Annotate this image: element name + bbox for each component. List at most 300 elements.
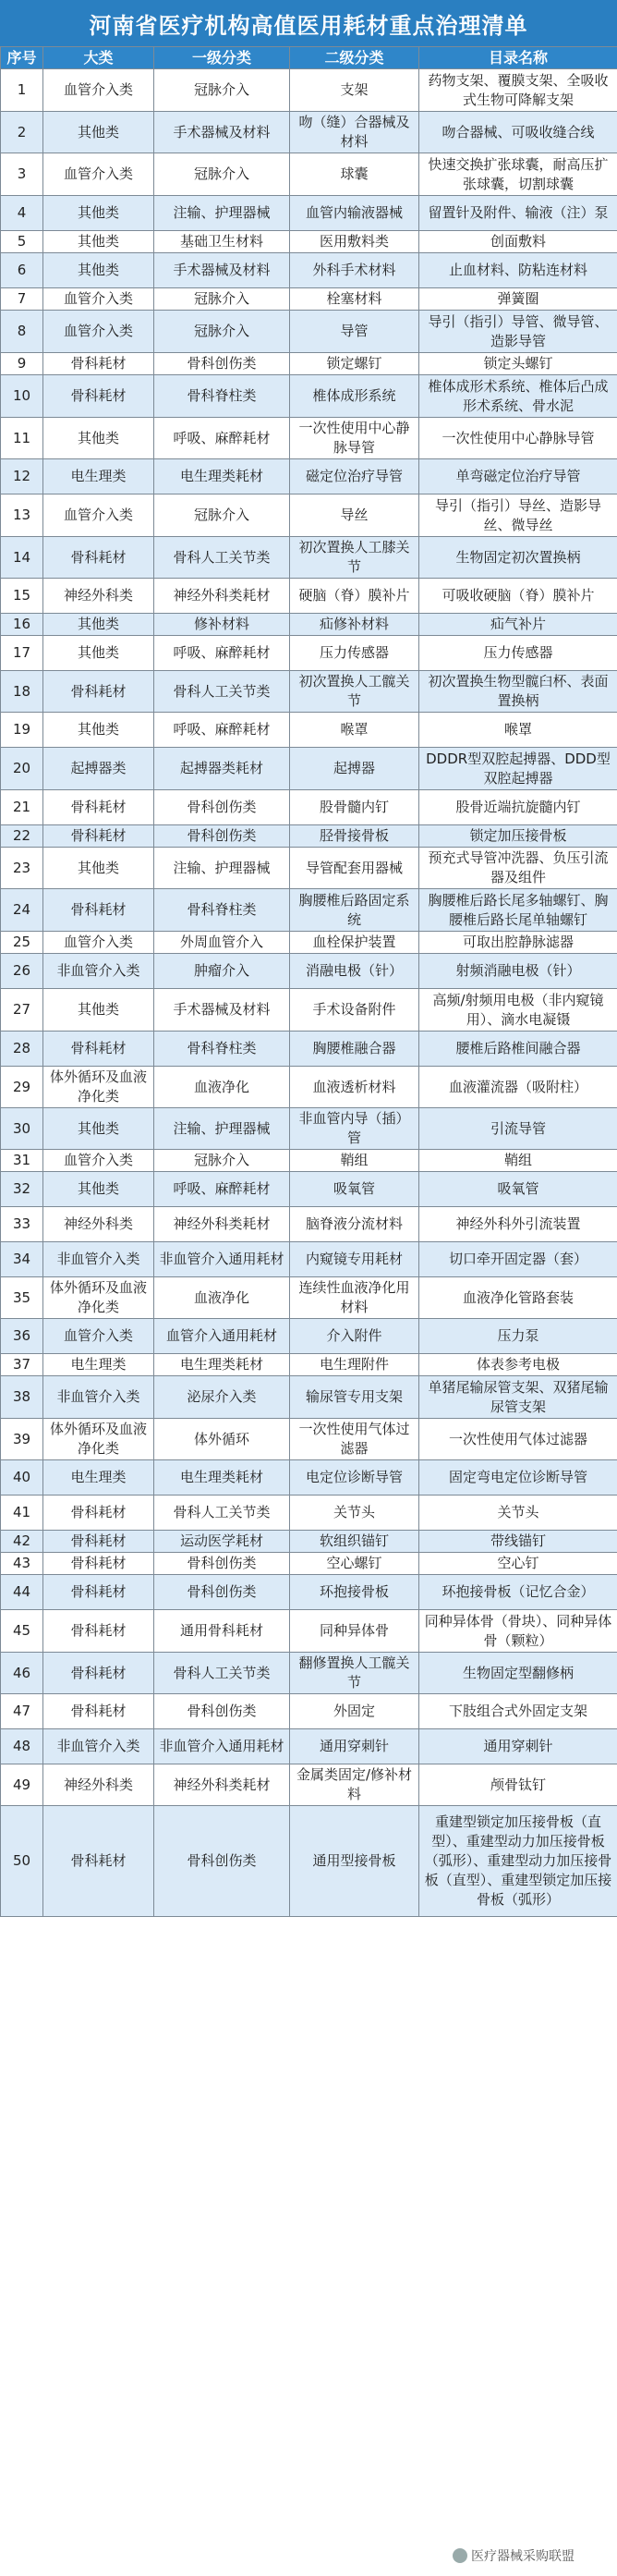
cell-catalog-name: 空心钉 xyxy=(419,1553,617,1575)
cell-level1: 非血管介入通用耗材 xyxy=(154,1729,290,1764)
cell-index: 41 xyxy=(1,1496,43,1531)
cell-category: 电生理类 xyxy=(43,1354,154,1376)
cell-index: 34 xyxy=(1,1242,43,1277)
table-row xyxy=(1,1108,617,1150)
cell-catalog-name: 一次性使用气体过滤器 xyxy=(419,1419,617,1460)
cell-level1: 手术器械及材料 xyxy=(154,112,290,153)
cell-level2: 压力传感器 xyxy=(290,636,419,671)
cell-catalog-name: 导引（指引）导管、微导管、造影导管 xyxy=(419,311,617,353)
cell-level2: 一次性使用中心静脉导管 xyxy=(290,418,419,459)
cell-category: 血管介入类 xyxy=(43,932,154,954)
cell-level1: 冠脉介入 xyxy=(154,69,290,112)
cell-index: 38 xyxy=(1,1376,43,1419)
cell-level1: 通用骨科耗材 xyxy=(154,1610,290,1653)
table-row xyxy=(1,1496,617,1531)
cell-category: 骨科耗材 xyxy=(43,375,154,418)
table-row xyxy=(1,69,617,112)
cell-level2: 金属类固定/修补材料 xyxy=(290,1764,419,1806)
cell-level2: 胸腰椎后路固定系统 xyxy=(290,889,419,932)
cell-level1: 神经外科类耗材 xyxy=(154,1764,290,1806)
header-catalog-name: 目录名称 xyxy=(419,47,617,69)
consumables-table xyxy=(0,46,617,1917)
cell-catalog-name: 生物固定型翻修柄 xyxy=(419,1653,617,1694)
cell-index: 5 xyxy=(1,231,43,253)
cell-level1: 冠脉介入 xyxy=(154,311,290,353)
cell-category: 神经外科类 xyxy=(43,1764,154,1806)
cell-index: 1 xyxy=(1,69,43,112)
table-row xyxy=(1,889,617,932)
cell-category: 骨科耗材 xyxy=(43,1575,154,1610)
cell-index: 29 xyxy=(1,1067,43,1108)
cell-category: 其他类 xyxy=(43,253,154,288)
table-header-row xyxy=(1,47,617,69)
cell-level1: 呼吸、麻醉耗材 xyxy=(154,636,290,671)
cell-catalog-name: 腰椎后路椎间融合器 xyxy=(419,1032,617,1067)
cell-level2: 环抱接骨板 xyxy=(290,1575,419,1610)
table-row xyxy=(1,579,617,614)
cell-category: 其他类 xyxy=(43,196,154,231)
watermark-text: 医疗器械采购联盟 xyxy=(471,2549,575,2564)
cell-catalog-name: 椎体成形术系统、椎体后凸成形术系统、骨水泥 xyxy=(419,375,617,418)
cell-catalog-name: 环抱接骨板（记忆合金） xyxy=(419,1575,617,1610)
cell-level2: 导管 xyxy=(290,311,419,353)
cell-category: 骨科耗材 xyxy=(43,1496,154,1531)
table-row xyxy=(1,311,617,353)
cell-level2: 鞘组 xyxy=(290,1150,419,1172)
cell-index: 17 xyxy=(1,636,43,671)
cell-catalog-name: 止血材料、防粘连材料 xyxy=(419,253,617,288)
cell-catalog-name: 压力传感器 xyxy=(419,636,617,671)
cell-level1: 骨科人工关节类 xyxy=(154,1496,290,1531)
cell-level2: 介入附件 xyxy=(290,1319,419,1354)
cell-index: 21 xyxy=(1,790,43,825)
cell-index: 45 xyxy=(1,1610,43,1653)
table-row xyxy=(1,459,617,494)
cell-index: 26 xyxy=(1,954,43,989)
cell-level2: 股骨髓内钉 xyxy=(290,790,419,825)
cell-category: 骨科耗材 xyxy=(43,1610,154,1653)
cell-level2: 医用敷料类 xyxy=(290,231,419,253)
wechat-icon xyxy=(453,2548,467,2563)
cell-category: 血管介入类 xyxy=(43,288,154,311)
cell-level2: 支架 xyxy=(290,69,419,112)
table-row xyxy=(1,231,617,253)
cell-index: 42 xyxy=(1,1531,43,1553)
cell-category: 骨科耗材 xyxy=(43,353,154,375)
cell-level2: 翻修置换人工髋关节 xyxy=(290,1653,419,1694)
cell-category: 骨科耗材 xyxy=(43,537,154,579)
cell-index: 3 xyxy=(1,153,43,196)
cell-level1: 手术器械及材料 xyxy=(154,989,290,1032)
table-row xyxy=(1,932,617,954)
cell-category: 血管介入类 xyxy=(43,69,154,112)
cell-catalog-name: 射频消融电极（针） xyxy=(419,954,617,989)
cell-level2: 手术设备附件 xyxy=(290,989,419,1032)
cell-index: 8 xyxy=(1,311,43,353)
cell-level1: 电生理类耗材 xyxy=(154,1354,290,1376)
cell-category: 骨科耗材 xyxy=(43,889,154,932)
table-row xyxy=(1,1376,617,1419)
cell-level2: 血管内输液器械 xyxy=(290,196,419,231)
cell-catalog-name: 胸腰椎后路长尾多轴螺钉、胸腰椎后路长尾单轴螺钉 xyxy=(419,889,617,932)
cell-index: 16 xyxy=(1,614,43,636)
cell-level1: 骨科人工关节类 xyxy=(154,1653,290,1694)
cell-level1: 冠脉介入 xyxy=(154,153,290,196)
cell-index: 23 xyxy=(1,848,43,889)
cell-category: 其他类 xyxy=(43,713,154,748)
cell-catalog-name: DDDR型双腔起搏器、DDD型双腔起搏器 xyxy=(419,748,617,790)
cell-category: 骨科耗材 xyxy=(43,790,154,825)
cell-index: 31 xyxy=(1,1150,43,1172)
table-row xyxy=(1,989,617,1032)
cell-index: 50 xyxy=(1,1806,43,1917)
table-row xyxy=(1,288,617,311)
cell-catalog-name: 神经外科外引流装置 xyxy=(419,1207,617,1242)
cell-catalog-name: 吸氧管 xyxy=(419,1172,617,1207)
table-row xyxy=(1,1575,617,1610)
table-row xyxy=(1,418,617,459)
table-row xyxy=(1,353,617,375)
cell-level1: 骨科创伤类 xyxy=(154,353,290,375)
cell-level2: 电定位诊断导管 xyxy=(290,1460,419,1496)
cell-catalog-name: 疝气补片 xyxy=(419,614,617,636)
cell-catalog-name: 血液灌流器（吸附柱） xyxy=(419,1067,617,1108)
cell-catalog-name: 鞘组 xyxy=(419,1150,617,1172)
cell-level1: 骨科人工关节类 xyxy=(154,537,290,579)
cell-catalog-name: 带线锚钉 xyxy=(419,1531,617,1553)
cell-index: 4 xyxy=(1,196,43,231)
cell-category: 其他类 xyxy=(43,112,154,153)
cell-category: 神经外科类 xyxy=(43,1207,154,1242)
cell-level1: 呼吸、麻醉耗材 xyxy=(154,713,290,748)
cell-index: 48 xyxy=(1,1729,43,1764)
table-row xyxy=(1,748,617,790)
cell-index: 22 xyxy=(1,825,43,848)
cell-level2: 软组织锚钉 xyxy=(290,1531,419,1553)
page-title: 河南省医疗机构高值医用耗材重点治理清单 xyxy=(0,0,617,47)
cell-level2: 导管配套用器械 xyxy=(290,848,419,889)
cell-catalog-name: 同种异体骨（骨块）、同种异体骨（颗粒） xyxy=(419,1610,617,1653)
cell-level1: 呼吸、麻醉耗材 xyxy=(154,418,290,459)
table-row xyxy=(1,1729,617,1764)
cell-category: 体外循环及血液净化类 xyxy=(43,1277,154,1319)
cell-level2: 胫骨接骨板 xyxy=(290,825,419,848)
cell-level1: 注输、护理器械 xyxy=(154,196,290,231)
cell-level1: 骨科脊柱类 xyxy=(154,1032,290,1067)
cell-level1: 骨科创伤类 xyxy=(154,1553,290,1575)
cell-level1: 冠脉介入 xyxy=(154,1150,290,1172)
cell-level1: 骨科创伤类 xyxy=(154,825,290,848)
cell-category: 其他类 xyxy=(43,231,154,253)
table-row xyxy=(1,614,617,636)
cell-catalog-name: 体表参考电极 xyxy=(419,1354,617,1376)
cell-index: 2 xyxy=(1,112,43,153)
cell-catalog-name: 初次置换生物型髋臼杯、表面置换柄 xyxy=(419,671,617,713)
table-row xyxy=(1,1419,617,1460)
cell-level1: 骨科创伤类 xyxy=(154,1575,290,1610)
cell-category: 电生理类 xyxy=(43,459,154,494)
cell-level1: 神经外科类耗材 xyxy=(154,579,290,614)
table-row xyxy=(1,1150,617,1172)
cell-catalog-name: 弹簧圈 xyxy=(419,288,617,311)
cell-index: 7 xyxy=(1,288,43,311)
cell-level2: 磁定位治疗导管 xyxy=(290,459,419,494)
cell-index: 27 xyxy=(1,989,43,1032)
cell-level1: 起搏器类耗材 xyxy=(154,748,290,790)
cell-category: 非血管介入类 xyxy=(43,1376,154,1419)
cell-level1: 基础卫生材料 xyxy=(154,231,290,253)
cell-category: 骨科耗材 xyxy=(43,1806,154,1917)
cell-index: 32 xyxy=(1,1172,43,1207)
table-row xyxy=(1,1553,617,1575)
cell-catalog-name: 引流导管 xyxy=(419,1108,617,1150)
cell-catalog-name: 导引（指引）导丝、造影导丝、微导丝 xyxy=(419,494,617,537)
cell-level1: 呼吸、麻醉耗材 xyxy=(154,1172,290,1207)
cell-level2: 外固定 xyxy=(290,1694,419,1729)
table-row xyxy=(1,1610,617,1653)
cell-catalog-name: 压力泵 xyxy=(419,1319,617,1354)
cell-level2: 吸氧管 xyxy=(290,1172,419,1207)
cell-catalog-name: 生物固定初次置换柄 xyxy=(419,537,617,579)
cell-index: 9 xyxy=(1,353,43,375)
cell-level1: 骨科人工关节类 xyxy=(154,671,290,713)
cell-index: 44 xyxy=(1,1575,43,1610)
cell-category: 体外循环及血液净化类 xyxy=(43,1067,154,1108)
cell-index: 37 xyxy=(1,1354,43,1376)
cell-index: 49 xyxy=(1,1764,43,1806)
table-row xyxy=(1,196,617,231)
cell-catalog-name: 喉罩 xyxy=(419,713,617,748)
cell-index: 43 xyxy=(1,1553,43,1575)
table-row xyxy=(1,253,617,288)
cell-level2: 同种异体骨 xyxy=(290,1610,419,1653)
cell-catalog-name: 下肢组合式外固定支架 xyxy=(419,1694,617,1729)
cell-level2: 血液透析材料 xyxy=(290,1067,419,1108)
cell-level1: 骨科脊柱类 xyxy=(154,889,290,932)
cell-index: 14 xyxy=(1,537,43,579)
cell-index: 13 xyxy=(1,494,43,537)
table-row xyxy=(1,1319,617,1354)
cell-level1: 肿瘤介入 xyxy=(154,954,290,989)
cell-index: 18 xyxy=(1,671,43,713)
table-row xyxy=(1,1354,617,1376)
cell-category: 骨科耗材 xyxy=(43,1653,154,1694)
table-row xyxy=(1,1032,617,1067)
cell-category: 其他类 xyxy=(43,418,154,459)
cell-category: 其他类 xyxy=(43,1108,154,1150)
table-row xyxy=(1,825,617,848)
cell-level2: 血栓保护装置 xyxy=(290,932,419,954)
cell-level1: 冠脉介入 xyxy=(154,494,290,537)
cell-index: 24 xyxy=(1,889,43,932)
cell-level1: 骨科脊柱类 xyxy=(154,375,290,418)
cell-level2: 输尿管专用支架 xyxy=(290,1376,419,1419)
cell-index: 35 xyxy=(1,1277,43,1319)
cell-category: 骨科耗材 xyxy=(43,825,154,848)
cell-catalog-name: 重建型锁定加压接骨板（直型）、重建型动力加压接骨板（弧形）、重建型动力加压接骨板（直型）、重建型锁定加压接骨板（弧形） xyxy=(419,1806,617,1917)
cell-level2: 吻（缝）合器械及材料 xyxy=(290,112,419,153)
header-level2: 二级分类 xyxy=(290,47,419,69)
cell-category: 起搏器类 xyxy=(43,748,154,790)
cell-level1: 骨科创伤类 xyxy=(154,1806,290,1917)
cell-category: 骨科耗材 xyxy=(43,1032,154,1067)
table-row xyxy=(1,1277,617,1319)
cell-category: 骨科耗材 xyxy=(43,671,154,713)
cell-catalog-name: 单弯磁定位治疗导管 xyxy=(419,459,617,494)
cell-catalog-name: 留置针及附件、输液（注）泵 xyxy=(419,196,617,231)
cell-category: 神经外科类 xyxy=(43,579,154,614)
table-row xyxy=(1,636,617,671)
cell-category: 其他类 xyxy=(43,1172,154,1207)
table-row xyxy=(1,1207,617,1242)
cell-level2: 内窥镜专用耗材 xyxy=(290,1242,419,1277)
table-row xyxy=(1,375,617,418)
cell-level2: 硬脑（脊）膜补片 xyxy=(290,579,419,614)
cell-level1: 神经外科类耗材 xyxy=(154,1207,290,1242)
cell-category: 其他类 xyxy=(43,636,154,671)
cell-level2: 疝修补材料 xyxy=(290,614,419,636)
cell-level1: 电生理类耗材 xyxy=(154,459,290,494)
cell-level1: 注输、护理器械 xyxy=(154,848,290,889)
table-row xyxy=(1,1653,617,1694)
cell-level2: 消融电极（针） xyxy=(290,954,419,989)
cell-category: 骨科耗材 xyxy=(43,1531,154,1553)
cell-catalog-name: 股骨近端抗旋髓内钉 xyxy=(419,790,617,825)
cell-index: 25 xyxy=(1,932,43,954)
table-row xyxy=(1,1694,617,1729)
cell-catalog-name: 预充式导管冲洗器、负压引流器及组件 xyxy=(419,848,617,889)
cell-level2: 初次置换人工膝关节 xyxy=(290,537,419,579)
cell-catalog-name: 高频/射频用电极（非内窥镜用）、滴水电凝镊 xyxy=(419,989,617,1032)
cell-level1: 运动医学耗材 xyxy=(154,1531,290,1553)
cell-level1: 血管介入通用耗材 xyxy=(154,1319,290,1354)
cell-level1: 注输、护理器械 xyxy=(154,1108,290,1150)
cell-level2: 通用穿刺针 xyxy=(290,1729,419,1764)
cell-catalog-name: 固定弯电定位诊断导管 xyxy=(419,1460,617,1496)
cell-level2: 椎体成形系统 xyxy=(290,375,419,418)
cell-level1: 电生理类耗材 xyxy=(154,1460,290,1496)
cell-category: 其他类 xyxy=(43,848,154,889)
cell-index: 33 xyxy=(1,1207,43,1242)
cell-level2: 连续性血液净化用材料 xyxy=(290,1277,419,1319)
cell-catalog-name: 可取出腔静脉滤器 xyxy=(419,932,617,954)
cell-index: 6 xyxy=(1,253,43,288)
cell-level2: 球囊 xyxy=(290,153,419,196)
cell-level1: 体外循环 xyxy=(154,1419,290,1460)
cell-category: 血管介入类 xyxy=(43,1319,154,1354)
table-row xyxy=(1,1531,617,1553)
cell-category: 骨科耗材 xyxy=(43,1553,154,1575)
table-row xyxy=(1,1067,617,1108)
cell-index: 12 xyxy=(1,459,43,494)
table-row xyxy=(1,537,617,579)
cell-level2: 外科手术材料 xyxy=(290,253,419,288)
cell-level2: 初次置换人工髋关节 xyxy=(290,671,419,713)
cell-level2: 通用型接骨板 xyxy=(290,1806,419,1917)
table-row xyxy=(1,713,617,748)
cell-level1: 骨科创伤类 xyxy=(154,790,290,825)
cell-level2: 一次性使用气体过滤器 xyxy=(290,1419,419,1460)
cell-level2: 锁定螺钉 xyxy=(290,353,419,375)
table-row xyxy=(1,1460,617,1496)
cell-index: 19 xyxy=(1,713,43,748)
cell-level2: 栓塞材料 xyxy=(290,288,419,311)
table-row xyxy=(1,848,617,889)
cell-category: 体外循环及血液净化类 xyxy=(43,1419,154,1460)
cell-catalog-name: 关节头 xyxy=(419,1496,617,1531)
cell-index: 15 xyxy=(1,579,43,614)
cell-catalog-name: 单猪尾输尿管支架、双猪尾输尿管支架 xyxy=(419,1376,617,1419)
cell-level2: 喉罩 xyxy=(290,713,419,748)
cell-catalog-name: 颅骨钛钉 xyxy=(419,1764,617,1806)
cell-level2: 非血管内导（插）管 xyxy=(290,1108,419,1150)
cell-level1: 非血管介入通用耗材 xyxy=(154,1242,290,1277)
cell-level2: 关节头 xyxy=(290,1496,419,1531)
cell-catalog-name: 可吸收硬脑（脊）膜补片 xyxy=(419,579,617,614)
cell-category: 血管介入类 xyxy=(43,494,154,537)
cell-catalog-name: 切口牵开固定器（套） xyxy=(419,1242,617,1277)
cell-category: 非血管介入类 xyxy=(43,1242,154,1277)
header-category: 大类 xyxy=(43,47,154,69)
cell-category: 血管介入类 xyxy=(43,1150,154,1172)
cell-level2: 电生理附件 xyxy=(290,1354,419,1376)
cell-category: 电生理类 xyxy=(43,1460,154,1496)
table-row xyxy=(1,153,617,196)
cell-index: 46 xyxy=(1,1653,43,1694)
watermark xyxy=(453,2546,575,2565)
cell-category: 血管介入类 xyxy=(43,311,154,353)
cell-level1: 修补材料 xyxy=(154,614,290,636)
table-row xyxy=(1,1242,617,1277)
cell-category: 骨科耗材 xyxy=(43,1694,154,1729)
table-row xyxy=(1,954,617,989)
cell-category: 其他类 xyxy=(43,989,154,1032)
cell-catalog-name: 锁定头螺钉 xyxy=(419,353,617,375)
cell-index: 28 xyxy=(1,1032,43,1067)
cell-index: 40 xyxy=(1,1460,43,1496)
table-body xyxy=(1,69,617,1917)
cell-catalog-name: 血液净化管路套装 xyxy=(419,1277,617,1319)
cell-category: 其他类 xyxy=(43,614,154,636)
header-index: 序号 xyxy=(1,47,43,69)
cell-level2: 脑脊液分流材料 xyxy=(290,1207,419,1242)
cell-level1: 骨科创伤类 xyxy=(154,1694,290,1729)
cell-catalog-name: 快速交换扩张球囊，耐高压扩张球囊，切割球囊 xyxy=(419,153,617,196)
cell-level1: 泌尿介入类 xyxy=(154,1376,290,1419)
table-row xyxy=(1,1172,617,1207)
table-row xyxy=(1,1806,617,1917)
table-row xyxy=(1,790,617,825)
table-row xyxy=(1,494,617,537)
table-row xyxy=(1,671,617,713)
cell-level1: 冠脉介入 xyxy=(154,288,290,311)
cell-category: 非血管介入类 xyxy=(43,954,154,989)
cell-category: 血管介入类 xyxy=(43,153,154,196)
cell-level1: 血液净化 xyxy=(154,1277,290,1319)
cell-index: 36 xyxy=(1,1319,43,1354)
cell-index: 11 xyxy=(1,418,43,459)
cell-index: 39 xyxy=(1,1419,43,1460)
cell-catalog-name: 一次性使用中心静脉导管 xyxy=(419,418,617,459)
table-row xyxy=(1,112,617,153)
cell-index: 47 xyxy=(1,1694,43,1729)
cell-catalog-name: 药物支架、覆膜支架、全吸收式生物可降解支架 xyxy=(419,69,617,112)
cell-catalog-name: 锁定加压接骨板 xyxy=(419,825,617,848)
cell-index: 20 xyxy=(1,748,43,790)
cell-level1: 手术器械及材料 xyxy=(154,253,290,288)
table-row xyxy=(1,1764,617,1806)
cell-level2: 导丝 xyxy=(290,494,419,537)
